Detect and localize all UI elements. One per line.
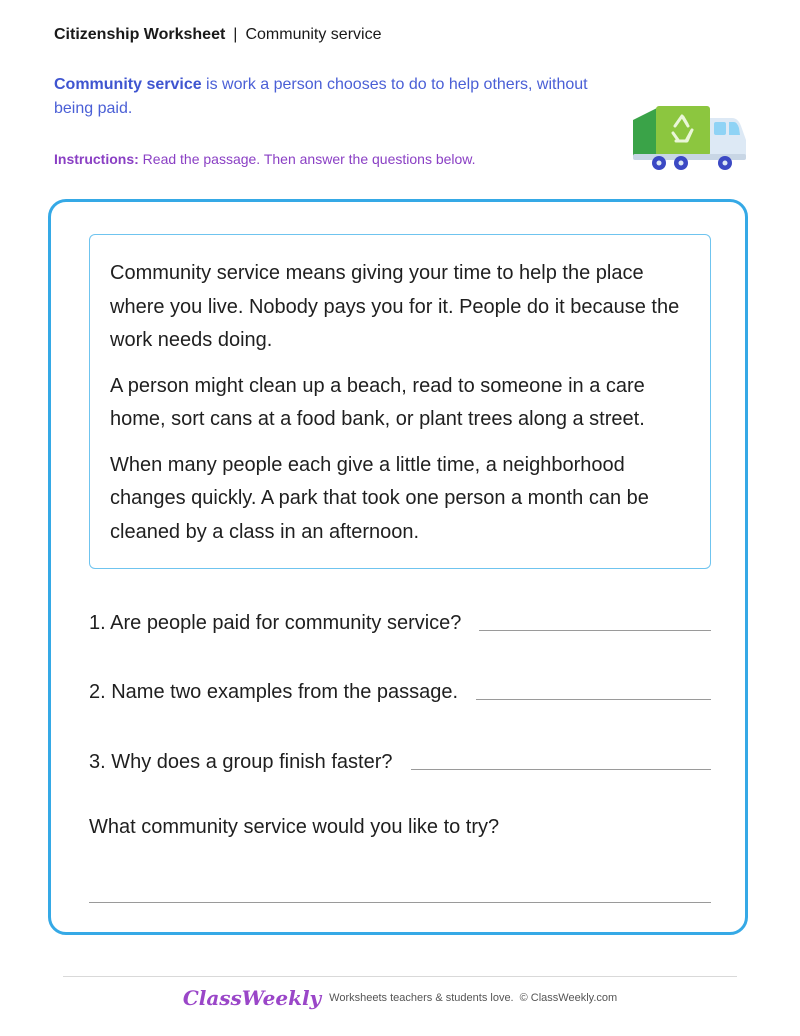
question-text: 2. Name two examples from the passage.	[89, 680, 459, 703]
definition-term: Community service	[54, 76, 202, 93]
open-question: What community service would you like to try?	[89, 816, 500, 838]
worksheet-header	[54, 26, 381, 44]
instructions	[54, 151, 476, 167]
question-2	[89, 675, 711, 709]
classweekly-logo: ClassWeekly	[182, 986, 322, 1010]
footer-divider	[63, 976, 737, 977]
definition	[54, 73, 594, 121]
answer-line[interactable]	[476, 699, 711, 700]
question-3	[89, 745, 711, 779]
footer-copyright: © ClassWeekly.com	[519, 992, 618, 1004]
worksheet-subtitle: Community service	[245, 26, 382, 43]
reading-passage	[89, 234, 711, 569]
open-answer-line[interactable]	[89, 902, 711, 903]
question-text: 1. Are people paid for community service?	[89, 611, 462, 634]
definition-text: is work a person chooses to do to help others, without being paid.	[54, 76, 588, 117]
recycling-truck-icon	[630, 100, 748, 174]
instructions-label: Instructions:	[54, 151, 139, 167]
answer-line[interactable]	[411, 769, 712, 770]
question-text: 3. Why does a group finish faster?	[89, 750, 393, 773]
passage-paragraph: When many people each give a little time, a neighborhood changes quickly. A park that took one person a month can be cleaned by a class in an afternoon.	[110, 453, 649, 543]
answer-line[interactable]	[479, 630, 711, 631]
worksheet-title: Citizenship Worksheet	[54, 26, 226, 43]
footer	[0, 986, 800, 1010]
question-1	[89, 606, 711, 640]
instructions-text: Read the passage. Then answer the questions below.	[138, 151, 476, 167]
header-separator: |	[233, 26, 238, 43]
passage-paragraph: Community service means giving your time to help the place where you live. Nobody pays you for it. People do it because the work needs doing.	[110, 262, 680, 351]
footer-tagline: Worksheets teachers & students love.	[329, 992, 514, 1004]
passage-paragraph: A person might clean up a beach, read to someone in a care home, sort cans at a food bank, or plant trees along a street.	[110, 374, 645, 430]
